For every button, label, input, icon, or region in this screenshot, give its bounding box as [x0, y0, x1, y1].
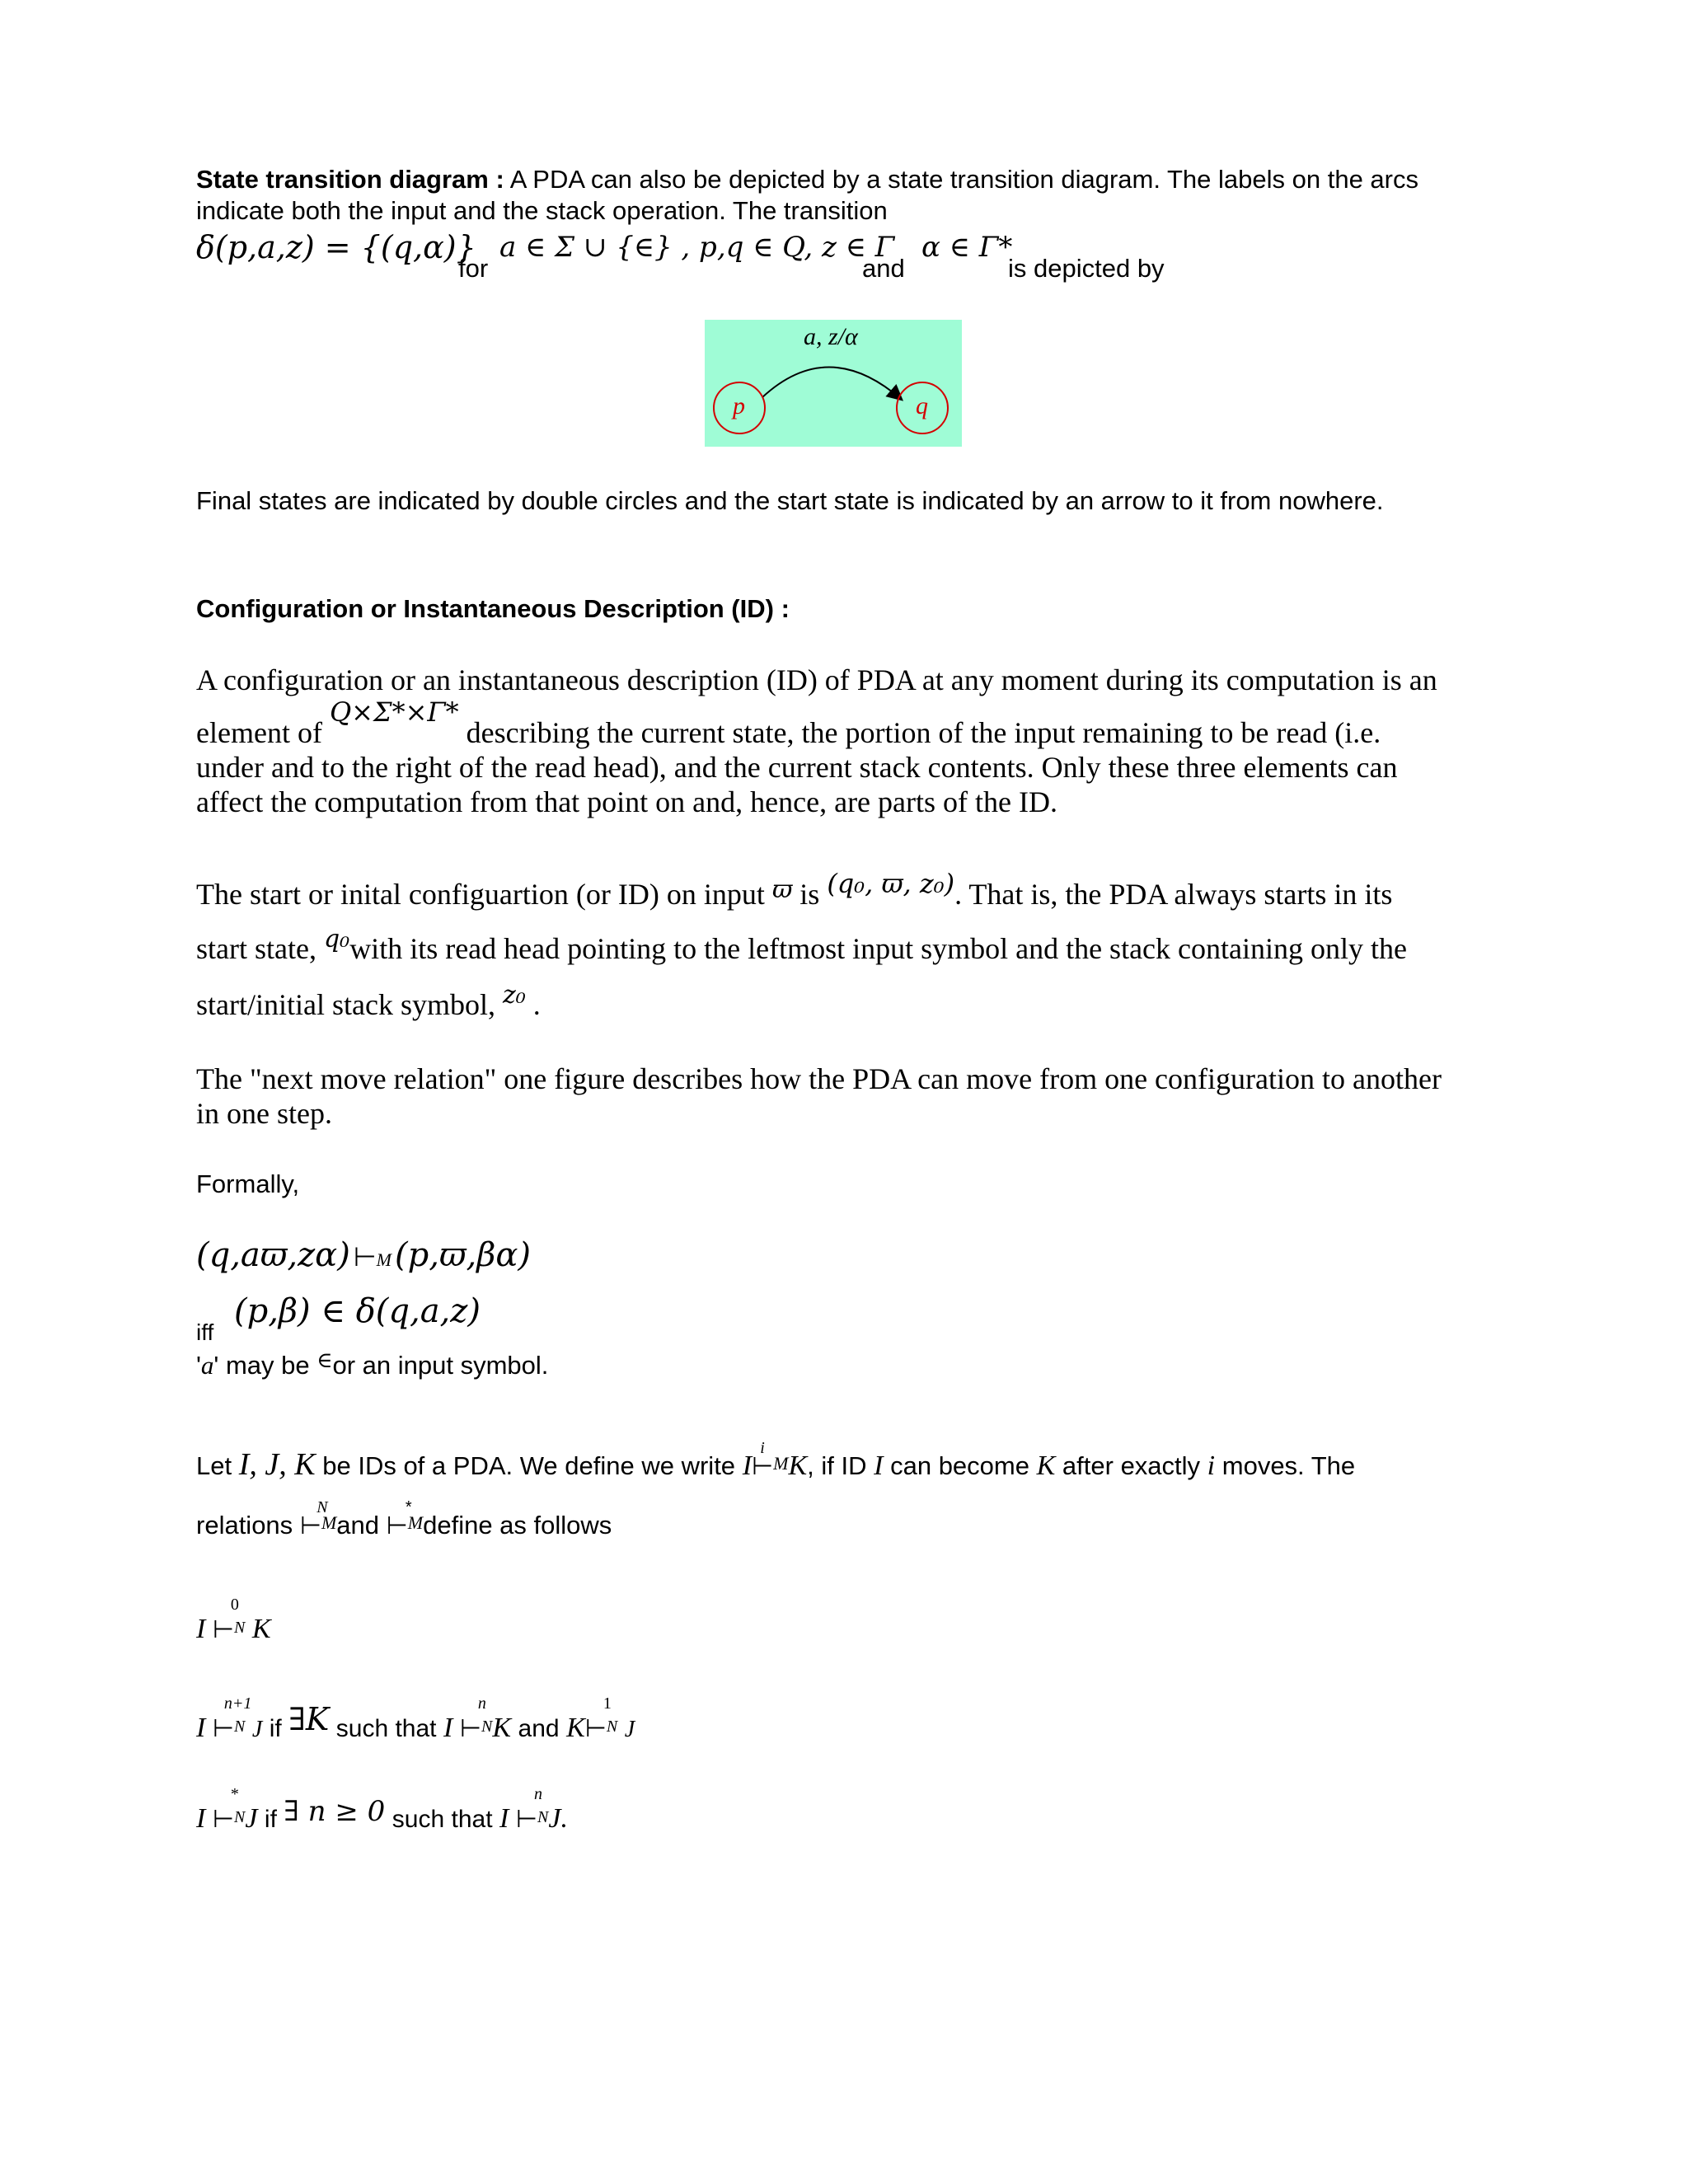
def2-and: and [518, 1715, 560, 1742]
para2-text-e: start/initial stack symbol, [196, 988, 495, 1021]
turnstile-N-M [299, 1498, 328, 1542]
def3-turnstile [212, 1785, 239, 1835]
final-states-text: Final states are indicated by double circles and the start state is indicated by an arrow to it from nowhere. [196, 486, 1384, 515]
relations-text: relations [196, 1511, 293, 1540]
def3-such: such that [392, 1806, 493, 1833]
para2-text-d: with its read head pointing to the leftmost input symbol and the stack containing only the [349, 932, 1407, 965]
iff-formula: (p,β) ∈ δ(q,a,z) [234, 1292, 481, 1330]
para3-line1: The "next move relation" one figure describes how the PDA can move from one configuration to another [196, 1062, 1442, 1095]
def3-I: I [196, 1803, 206, 1834]
def3-turn: ⊢ [212, 1806, 234, 1833]
para2-is: is [799, 878, 820, 911]
def2-K2: K [566, 1713, 585, 1743]
section-heading-configuration: Configuration or Instantaneous Description (ID) : [196, 594, 790, 623]
def2-sub2: N [481, 1718, 493, 1736]
let-text-b: be IDs of a PDA. We define we write [322, 1451, 736, 1480]
para1-suffix: describing the current state, the portion of the input remaining to be read (i.e. [466, 716, 1381, 749]
for-word: for [458, 254, 489, 283]
def2-sub3: N [606, 1718, 618, 1736]
a-note [196, 1350, 548, 1383]
para1-line1: A configuration or an instantaneous description (ID) of PDA at any moment during its computation is an [196, 663, 1437, 696]
para2-text-c: start state, [196, 932, 316, 965]
pda-transition-diagram [705, 320, 962, 447]
def3-turnstile-n [515, 1785, 542, 1835]
def2-K: K [492, 1713, 512, 1743]
para2-z0: z₀ [502, 981, 526, 1010]
a-note-quote-open: ' [196, 1351, 201, 1380]
def2-turnstile [212, 1694, 252, 1744]
relations-and: and [336, 1511, 380, 1540]
def2-turn2: ⊢ [459, 1715, 481, 1742]
para2-omega: ϖ [771, 875, 793, 904]
a-note-text: ' may be [213, 1351, 310, 1380]
let-K2: K [1036, 1451, 1056, 1481]
para2-text-a: The start or inital configuartion (or ID) on input [196, 878, 765, 911]
para2-end: . [532, 988, 541, 1021]
def3-if: if [264, 1806, 277, 1833]
transition-condition: a ∈ Σ ∪ {∈} , p,q ∈ Q, z ∈ Γ [499, 231, 895, 264]
def2-turn3: ⊢ [584, 1715, 607, 1742]
def1-turn: ⊢ [212, 1616, 234, 1643]
def3-sub: N [233, 1808, 246, 1826]
def2-turn: ⊢ [212, 1715, 234, 1742]
turnstile-sub-M-2: M [407, 1512, 424, 1533]
let-i: i [1207, 1451, 1216, 1481]
def2-sup2: n [477, 1694, 486, 1713]
para2-line1 [196, 868, 1393, 914]
state-transition-paragraph [196, 164, 1418, 195]
turnstile-sup-i: i [760, 1439, 765, 1457]
def2-J: J [251, 1717, 263, 1742]
move-turnstile: ⊢ [353, 1242, 377, 1272]
definition-zero-steps [196, 1596, 271, 1645]
let-text: Let [196, 1451, 232, 1480]
let-text-e: after exactly [1062, 1451, 1201, 1480]
formally-text: Formally, [196, 1169, 300, 1198]
let-text-c: , if ID [807, 1451, 867, 1480]
def3-I2: I [499, 1803, 509, 1834]
def3-J: J [245, 1803, 258, 1834]
relations-tail: define as follows [423, 1511, 612, 1540]
def2-sub: N [233, 1718, 246, 1736]
def2-if: if [269, 1715, 282, 1742]
turnstile-i-M [752, 1439, 774, 1483]
para2-tuple: (q₀, ϖ, z₀) [827, 868, 955, 899]
def2-sup: n+1 [223, 1694, 252, 1713]
def3-exists: ∃ n ≥ 0 [284, 1795, 386, 1828]
move-left: (q,aϖ,zα) [196, 1236, 350, 1274]
def2-turnstile-n [459, 1694, 486, 1744]
section-heading-state-transition: State transition diagram : [196, 165, 504, 194]
para1-line4: affect the computation from that point on and, hence, are parts of the ID. [196, 785, 1057, 818]
let-text-d: can become [890, 1451, 1029, 1480]
turnstile-sub-M: M [773, 1453, 789, 1474]
para1-prefix: element of [196, 716, 322, 749]
and-word: and [862, 254, 905, 283]
turnstile-star-M [386, 1498, 412, 1542]
a-note-tail: or an input symbol. [332, 1351, 549, 1380]
def3-sup2: n [533, 1785, 542, 1803]
def2-I2: I [443, 1713, 453, 1743]
arc-label: a, z/α [804, 323, 858, 350]
para1-line2 [196, 696, 1381, 751]
turnstile-sup-N: N [316, 1498, 328, 1516]
turnstile-sub-M-1: M [321, 1512, 337, 1533]
def2-sup3: 1 [603, 1694, 612, 1713]
def2-J2: J [624, 1717, 635, 1742]
def2-exists: ∃K [288, 1701, 330, 1737]
transition-arc [762, 367, 901, 399]
turnstile-symbol-2: ⊢ [386, 1512, 408, 1540]
para2-line2 [196, 925, 1407, 968]
def3-J2: J. [548, 1803, 568, 1834]
move-subscript: M [376, 1249, 392, 1270]
def2-I: I [196, 1713, 206, 1743]
para2-q0: q₀ [323, 925, 350, 954]
definition-star-steps [196, 1785, 568, 1835]
para1-line3: under and to the right of the read head), and the current stack contents. Only these three elements can [196, 751, 1398, 784]
depicted-by-text: is depicted by [1008, 254, 1165, 283]
let-vars: I, J, K [238, 1447, 316, 1482]
para1-formula: Q×Σ*×Γ* [329, 696, 459, 728]
transition-formula: δ(p,a,z) = {(q,α)} [196, 229, 476, 265]
def1-sub: N [233, 1619, 246, 1637]
let-line [196, 1439, 1356, 1484]
let-I2: I [874, 1451, 884, 1481]
def1-I: I [196, 1614, 206, 1644]
move-relation-formula [196, 1236, 531, 1274]
definition-n-plus-one-steps [196, 1694, 635, 1744]
def3-turn2: ⊢ [515, 1806, 538, 1833]
iff-word: iff [196, 1319, 214, 1345]
state-q-label: q [916, 392, 928, 419]
intro-text-line1: A PDA can also be depicted by a state transition diagram. The labels on the arcs [504, 165, 1419, 194]
epsilon-symbol: ∈ [316, 1348, 333, 1373]
def2-such: such that [335, 1715, 437, 1742]
let-I: I [742, 1451, 753, 1481]
intro-text-line2: indicate both the input and the stack operation. The transition [196, 196, 888, 225]
def3-sub2: N [537, 1808, 549, 1826]
def1-turnstile [212, 1596, 239, 1645]
def1-sup: 0 [230, 1596, 239, 1614]
def2-turnstile-1 [584, 1694, 612, 1744]
turnstile-sup-star: * [405, 1498, 412, 1516]
state-p-label: p [733, 392, 745, 419]
turnstile-symbol: ⊢ [752, 1453, 774, 1480]
def3-sup: * [230, 1785, 239, 1803]
stack-condition: α ∈ Γ* [921, 231, 1013, 264]
para3-line2: in one step. [196, 1097, 332, 1130]
let-K: K [788, 1451, 808, 1481]
turnstile-symbol-1: ⊢ [299, 1512, 321, 1540]
para2-line3 [196, 981, 541, 1024]
relations-line [196, 1498, 612, 1544]
move-right: (p,ϖ,βα) [395, 1236, 531, 1274]
def1-K: K [251, 1614, 271, 1644]
para2-text-b: . That is, the PDA always starts in its [954, 878, 1393, 911]
a-note-var: a [200, 1351, 214, 1380]
let-text-f: moves. The [1221, 1451, 1356, 1480]
